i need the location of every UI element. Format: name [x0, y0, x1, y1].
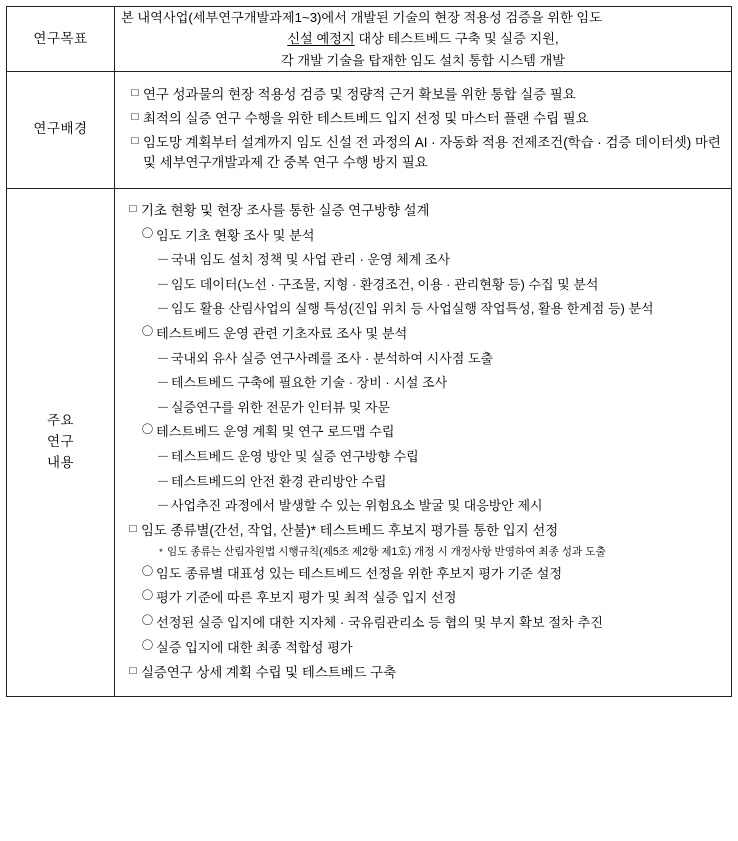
square-bullet-icon: □ [131, 111, 139, 124]
row-label-line-1: 주요 [46, 412, 75, 428]
list-item [127, 109, 721, 129]
row-content-main [115, 188, 732, 696]
list-item [139, 564, 723, 584]
list-item [155, 472, 723, 492]
circle-bullet-icon: 〇 [141, 565, 154, 578]
dash-bullet-icon: － [156, 449, 170, 465]
list-item [155, 250, 723, 270]
list-item-text: 임도 종류별 대표성 있는 테스트베드 선정을 위한 후보지 평가 기준 설정 [156, 565, 563, 581]
list-item-text: 테스트베드 운영 관련 기초자료 조사 및 분석 [156, 325, 408, 341]
list-item-text: 임도 활용 산림사업의 실행 특성(진입 위치 등 사업실행 작업특성, 활용 한계점 등) 분석 [171, 301, 654, 317]
list-item-text: 테스트베드 운영 방안 및 실증 연구방향 수립 [171, 449, 419, 465]
goal-line-1: 본 내역사업(세부연구개발과제1~3)에서 개발된 기술의 현장 적용성 검증을 위한 임도 [121, 10, 602, 25]
square-bullet-icon: □ [131, 87, 139, 100]
dash-bullet-icon: － [156, 473, 170, 489]
footnote [155, 545, 723, 560]
dash-bullet-icon: － [156, 301, 170, 317]
square-bullet-icon: □ [129, 522, 137, 535]
square-bullet-icon: □ [129, 202, 137, 215]
row-content-goal [115, 7, 732, 72]
list-item [155, 447, 723, 467]
row-label-line-3: 내용 [46, 454, 75, 470]
circle-bullet-icon: 〇 [141, 424, 154, 437]
square-bullet-icon: □ [129, 664, 137, 677]
footnote-text: 임도 종류는 산림자원법 시행규칙(제5조 제2항 제1호) 개정 시 개정사항 반영하여 최종 성과 도출 [167, 545, 606, 558]
list-item [139, 324, 723, 344]
square-bullet-icon: □ [131, 135, 139, 148]
circle-bullet-icon: 〇 [141, 325, 154, 338]
circle-bullet-icon: 〇 [141, 615, 154, 628]
goal-line-3: 각 개발 기술을 탑재한 임도 설치 통합 시스템 개발 [280, 52, 566, 68]
circle-bullet-icon: 〇 [141, 590, 154, 603]
list-item-text: 국내외 유사 실증 연구사례를 조사 · 분석하여 시사점 도출 [171, 350, 494, 366]
list-item-text: 기초 현황 및 현장 조사를 통한 실증 연구방향 설계 [141, 202, 430, 218]
row-content-background [115, 72, 732, 188]
goal-underlined-text: 신설 예정지 [287, 31, 355, 47]
dash-bullet-icon: － [156, 276, 170, 292]
list-item [127, 85, 721, 105]
list-item-text: 임도 데이터(노선 · 구조물, 지형 · 환경조건, 이용 · 관리현황 등) 수집 및 분석 [171, 276, 599, 292]
list-item-text: 선정된 실증 입지에 대한 지자체 · 국유림관리소 등 협의 및 부지 확보 절차 추진 [156, 615, 603, 631]
list-item-text: 실증 입지에 대한 최종 적합성 평가 [156, 639, 353, 655]
list-item-text: 임도망 계획부터 설계까지 임도 신설 전 과정의 AI · 자동화 적용 전제조건(학습 · 검증 데이터셋) 마련 및 세부연구개발과제 간 중복 연구 수행 방지 필요 [143, 135, 721, 171]
list-item [125, 663, 723, 683]
table-row-background [7, 72, 732, 188]
list-item [139, 422, 723, 442]
list-item [139, 613, 723, 633]
list-item [155, 373, 723, 393]
list-item [155, 496, 723, 516]
list-item-text: 테스트베드의 안전 환경 관리방안 수립 [171, 473, 387, 489]
list-item [155, 275, 723, 295]
list-item-text: 테스트베드 구축에 필요한 기술 · 장비 · 시설 조사 [171, 375, 448, 391]
dash-bullet-icon: － [156, 375, 170, 391]
circle-bullet-icon: 〇 [141, 639, 154, 652]
list-item [139, 638, 723, 658]
list-item [125, 521, 723, 541]
list-item-text: 실증연구 상세 계획 수립 및 테스트베드 구축 [141, 664, 397, 680]
list-item [139, 588, 723, 608]
circle-bullet-icon: 〇 [141, 227, 154, 240]
list-item-text: 국내 임도 설치 정책 및 사업 관리 · 운영 체계 조사 [171, 252, 451, 268]
dash-bullet-icon: － [156, 399, 170, 415]
row-label-background: 연구배경 [7, 72, 115, 188]
asterisk-icon: * [159, 546, 163, 558]
list-item-text: 평가 기준에 따른 후보지 평가 및 최적 실증 입지 선정 [156, 590, 457, 606]
list-item-text: 연구 성과물의 현장 적용성 검증 및 정량적 근거 확보를 위한 통합 실증 필요 [143, 87, 576, 103]
list-item [155, 299, 723, 319]
dash-bullet-icon: － [156, 350, 170, 366]
goal-line-2: 신설 예정지 대상 테스트베드 구축 및 실증 지원, [287, 31, 559, 47]
list-item [139, 226, 723, 246]
table-row-main-content [7, 188, 732, 696]
list-item [155, 398, 723, 418]
list-item-text: 임도 기초 현황 조사 및 분석 [156, 227, 315, 243]
row-label-line-2: 연구 [46, 433, 75, 449]
list-item [127, 133, 721, 173]
list-item-text: 사업추진 과정에서 발생할 수 있는 위험요소 발굴 및 대응방안 제시 [171, 498, 543, 514]
list-item-text: 테스트베드 운영 계획 및 연구 로드맵 수립 [156, 424, 395, 440]
dash-bullet-icon: － [156, 252, 170, 268]
list-item-text: 임도 종류별(간선, 작업, 산불)* 테스트베드 후보지 평가를 통한 입지 선정 [141, 522, 559, 538]
list-item [155, 349, 723, 369]
list-item-text: 실증연구를 위한 전문가 인터뷰 및 자문 [171, 399, 390, 415]
row-label-goal: 연구목표 [7, 7, 115, 72]
research-summary-table [6, 6, 732, 697]
dash-bullet-icon: － [156, 498, 170, 514]
row-label-main-content [7, 188, 115, 696]
list-item-text: 최적의 실증 연구 수행을 위한 테스트베드 입지 선정 및 마스터 플랜 수립 필요 [143, 111, 589, 127]
list-item [125, 201, 723, 221]
table-row-goal [7, 7, 732, 72]
